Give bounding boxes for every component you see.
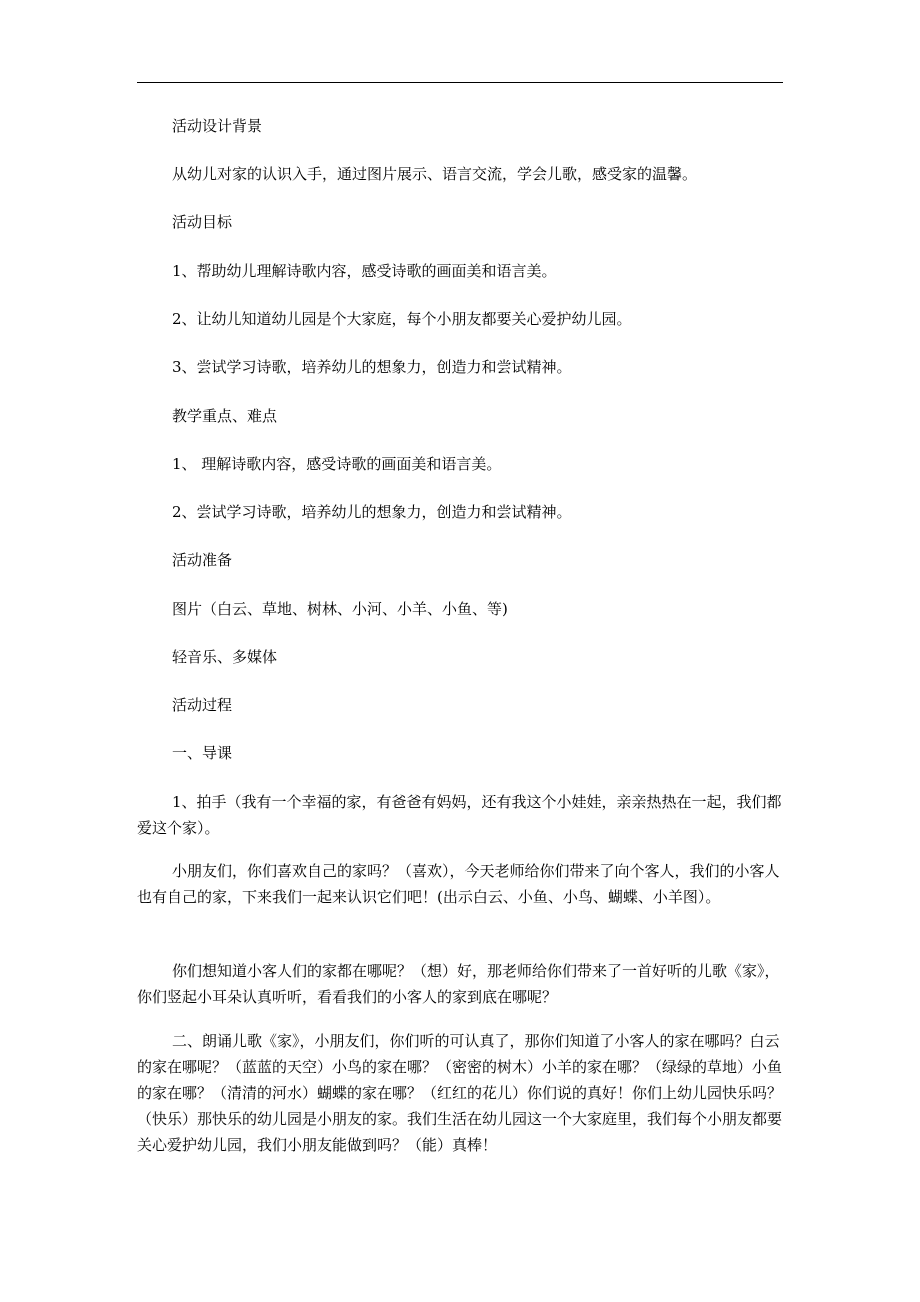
intro-paragraph-song: 你们想知道小客人们的家都在哪呢？（想）好，那老师给你们带来了一首好听的儿歌《家》，你们竖起小耳朵认真听听，看看我们的小客人的家到底在哪呢？ bbox=[137, 962, 780, 1006]
section-intro: 一、导课 bbox=[172, 744, 233, 762]
heading-key-points: 教学重点、难点 bbox=[172, 407, 278, 425]
goal-item-3: 3、尝试学习诗歌，培养幼儿的想象力，创造力和尝试精神。 bbox=[172, 358, 572, 376]
key-point-2: 2、尝试学习诗歌，培养幼儿的想象力，创造力和尝试精神。 bbox=[172, 503, 572, 521]
heading-background: 活动设计背景 bbox=[172, 117, 263, 135]
goal-item-1: 1、帮助幼儿理解诗歌内容，感受诗歌的画面美和语言美。 bbox=[172, 262, 557, 280]
intro-paragraph-guests: 小朋友们，你们喜欢自己的家吗？（喜欢），今天老师给你们带来了向个客人，我们的小客人也有自己的家，下来我们一起来认识它们吧！(出示白云、小鱼、小鸟、蝴蝶、小羊图）。 bbox=[137, 862, 780, 906]
paragraph-background: 从幼儿对家的认识入手，通过图片展示、语言交流，学会儿歌，感受家的温馨。 bbox=[172, 165, 698, 183]
preparation-pictures: 图片（白云、草地、树林、小河、小羊、小鱼、等) bbox=[172, 600, 508, 618]
preparation-media: 轻音乐、多媒体 bbox=[172, 648, 278, 666]
key-point-1: 1、 理解诗歌内容，感受诗歌的画面美和语言美。 bbox=[172, 455, 502, 473]
intro-step-1: 1、拍手（我有一个幸福的家，有爸爸有妈妈，还有我这个小娃娃，亲亲热热在一起，我们都爱这个家）。 bbox=[137, 793, 782, 837]
heading-process: 活动过程 bbox=[172, 696, 233, 714]
section-recite: 二、朗诵儿歌《家》，小朋友们，你们听的可认真了，那你们知道了小客人的家在哪吗？白云的家在哪呢？（蓝蓝的天空）小鸟的家在哪？（密密的树木）小羊的家在哪？（绿绿的草地）小鱼的家在哪？（清清的河水）蝴蝶的家在哪？（红红的花儿）你们说的真好！你们上幼儿园快乐吗？（快乐）那快乐的幼儿园是小朋友的家。我们生活在幼儿园这一个大家庭里，我们每个小朋友都要关心爱护幼儿园，我们小朋友能做到吗？（能）真棒！ bbox=[137, 1032, 783, 1154]
heading-preparation: 活动准备 bbox=[172, 551, 233, 569]
goal-item-2: 2、让幼儿知道幼儿园是个大家庭，每个小朋友都要关心爱护幼儿园。 bbox=[172, 310, 632, 328]
heading-goals: 活动目标 bbox=[172, 213, 233, 231]
header-rule bbox=[137, 82, 783, 83]
